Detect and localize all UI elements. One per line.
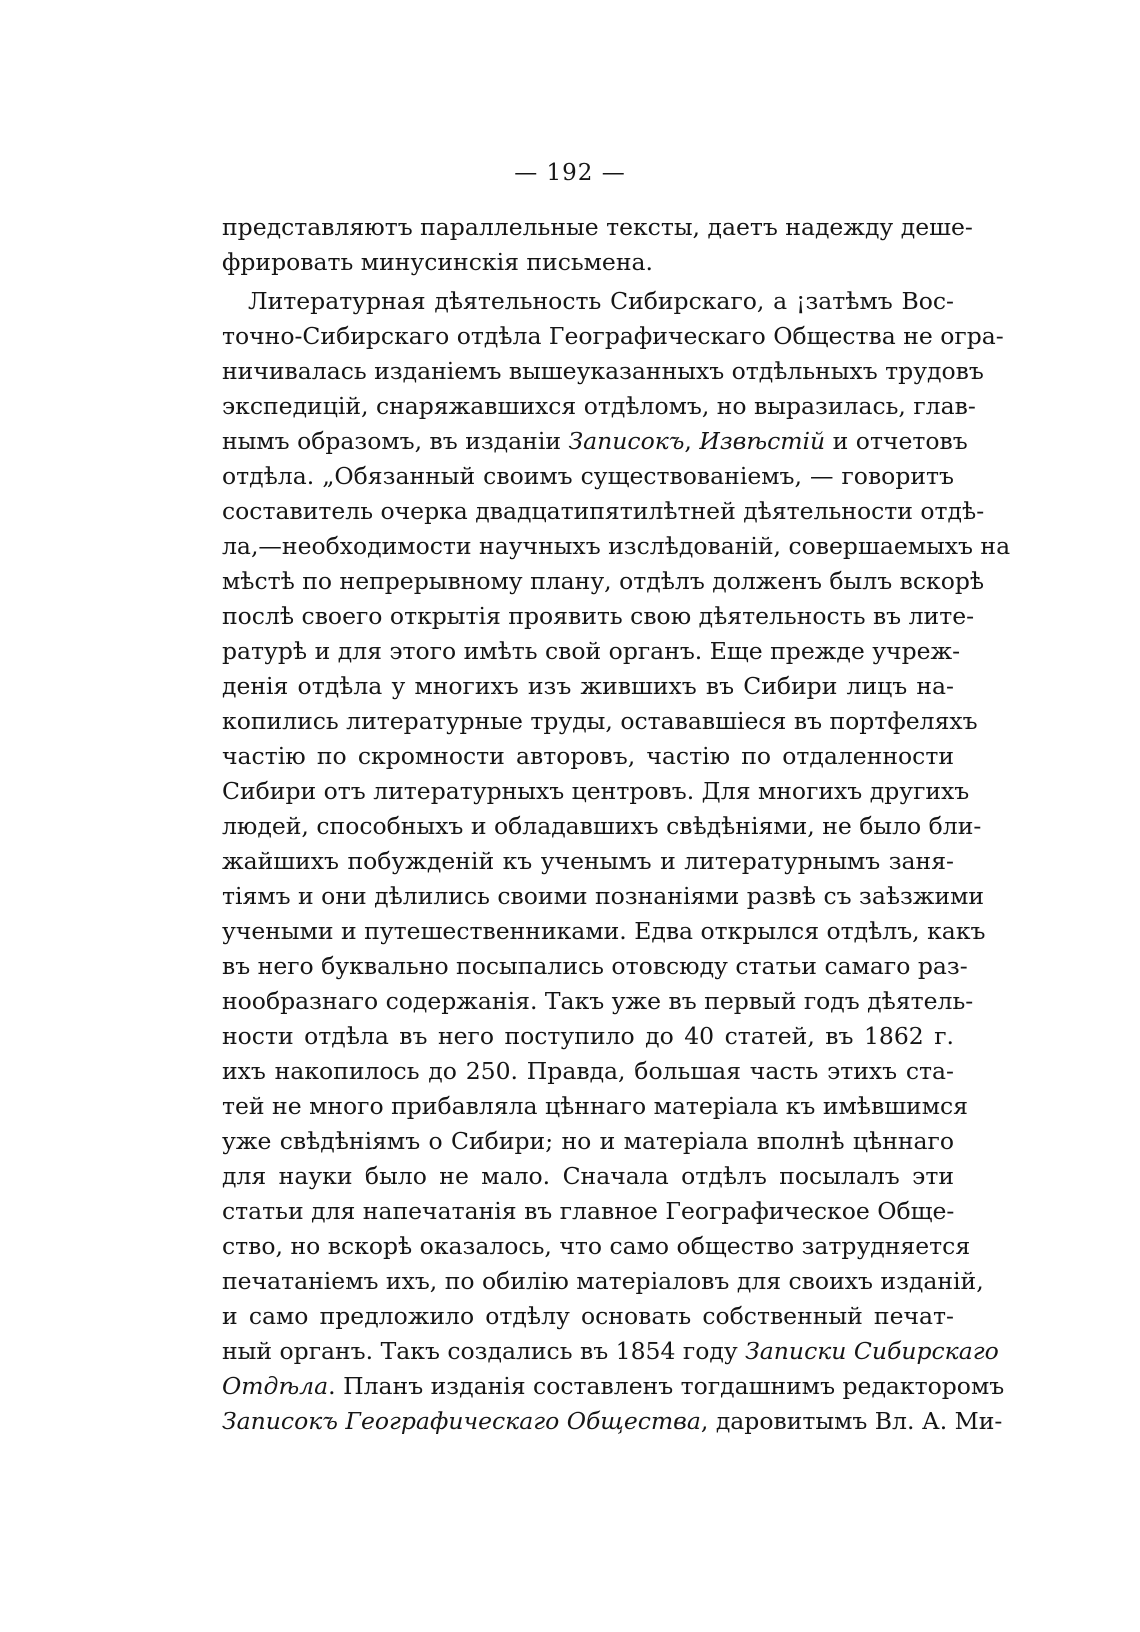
text-line: копились литературные труды, остававшіеся въ портфеляхъ xyxy=(222,707,978,735)
text-line: Сибири отъ литературныхъ центровъ. Для многихъ другихъ xyxy=(222,777,970,805)
text-line: ство, но вскорѣ оказалось, что само общество затрудняется xyxy=(222,1232,971,1260)
text-line: ности отдѣла въ него поступило до 40 статей, въ 1862 г. xyxy=(222,1022,954,1050)
text-line: отдѣла. „Обязанный своимъ существованіемъ, — говоритъ xyxy=(222,462,954,490)
text-line: тей не много прибавляла цѣннаго матеріала къ имѣвшимся xyxy=(222,1092,968,1120)
text-line: денія отдѣла у многихъ изъ жившихъ въ Сибири лицъ на- xyxy=(222,672,954,700)
text-line: ихъ накопилось до 250. Правда, большая часть этихъ ста- xyxy=(222,1057,954,1085)
text-line: Литературная дѣятельность Сибирскаго, а ¡затѣмъ Вос- xyxy=(248,287,954,315)
text-line: Записокъ Географическаго Общества, даровитымъ Вл. А. Ми- xyxy=(222,1407,1003,1435)
text-line: ла,—необходимости научныхъ изслѣдованій, совершаемыхъ на xyxy=(222,532,1011,560)
text-line: частію по скромности авторовъ, частію по отдаленности xyxy=(222,742,954,770)
text-line: составитель очерка двадцатипятилѣтней дѣятельности отдѣ- xyxy=(222,497,985,525)
text-line: печатаніемъ ихъ, по обилію матеріаловъ для своихъ изданій, xyxy=(222,1267,984,1295)
text-line: представляютъ параллельные тексты, даетъ надежду деше- xyxy=(222,213,973,241)
text-line: для науки было не мало. Сначала отдѣлъ посылалъ эти xyxy=(222,1162,954,1190)
text-line: жайшихъ побужденій къ ученымъ и литературнымъ заня- xyxy=(222,847,954,875)
italic-title: Записки Сибирскаго xyxy=(745,1337,999,1365)
text-line: ный органъ. Такъ создались въ 1854 году Записки Сибирскаго xyxy=(222,1337,999,1365)
page-number: — 192 — xyxy=(514,160,626,186)
text-line: ратурѣ и для этого имѣть свой органъ. Еще прежде учреж- xyxy=(222,637,961,665)
text-line: статьи для напечатанія въ главное Географическое Обще- xyxy=(222,1197,955,1225)
text-line: экспедицій, снаряжавшихся отдѣломъ, но выразилась, глав- xyxy=(222,392,976,420)
text-line: ничивалась изданіемъ вышеуказанныхъ отдѣльныхъ трудовъ xyxy=(222,357,984,385)
text-line: учеными и путешественниками. Едва открылся отдѣлъ, какъ xyxy=(222,917,986,945)
italic-title: Отдѣла xyxy=(222,1372,329,1400)
italic-title: Извѣстій xyxy=(699,427,826,455)
text-line: мѣстѣ по непрерывному плану, отдѣлъ долженъ былъ вскорѣ xyxy=(222,567,985,595)
text-line: тіямъ и они дѣлились своими познаніями развѣ съ заѣзжими xyxy=(222,882,985,910)
italic-title: Записокъ Географическаго Общества xyxy=(222,1407,701,1435)
text-line: нообразнаго содержанія. Такъ уже въ первый годъ дѣятель- xyxy=(222,987,974,1015)
text-line: въ него буквально посыпались отовсюду статьи самаго раз- xyxy=(222,952,968,980)
text-line: людей, способныхъ и обладавшихъ свѣдѣніями, не было бли- xyxy=(222,812,982,840)
text-line: фрировать минусинскія письмена. xyxy=(222,248,653,276)
text-line: точно-Сибирскаго отдѣла Географическаго Общества не огра- xyxy=(222,322,1004,350)
text-line: Отдѣла. Планъ изданія составленъ тогдашнимъ редакторомъ xyxy=(222,1372,1005,1400)
body-text xyxy=(222,210,1011,1439)
text-line: уже свѣдѣніямъ о Сибири; но и матеріала вполнѣ цѣннаго xyxy=(222,1127,954,1155)
text-line: послѣ своего открытія проявить свою дѣятельность въ лите- xyxy=(222,602,975,630)
text-line: и само предложило отдѣлу основать собственный печат- xyxy=(222,1302,954,1330)
text-line: нымъ образомъ, въ изданіи Записокъ, Извѣстій и отчетовъ xyxy=(222,427,968,455)
italic-title: Записокъ xyxy=(568,427,685,455)
